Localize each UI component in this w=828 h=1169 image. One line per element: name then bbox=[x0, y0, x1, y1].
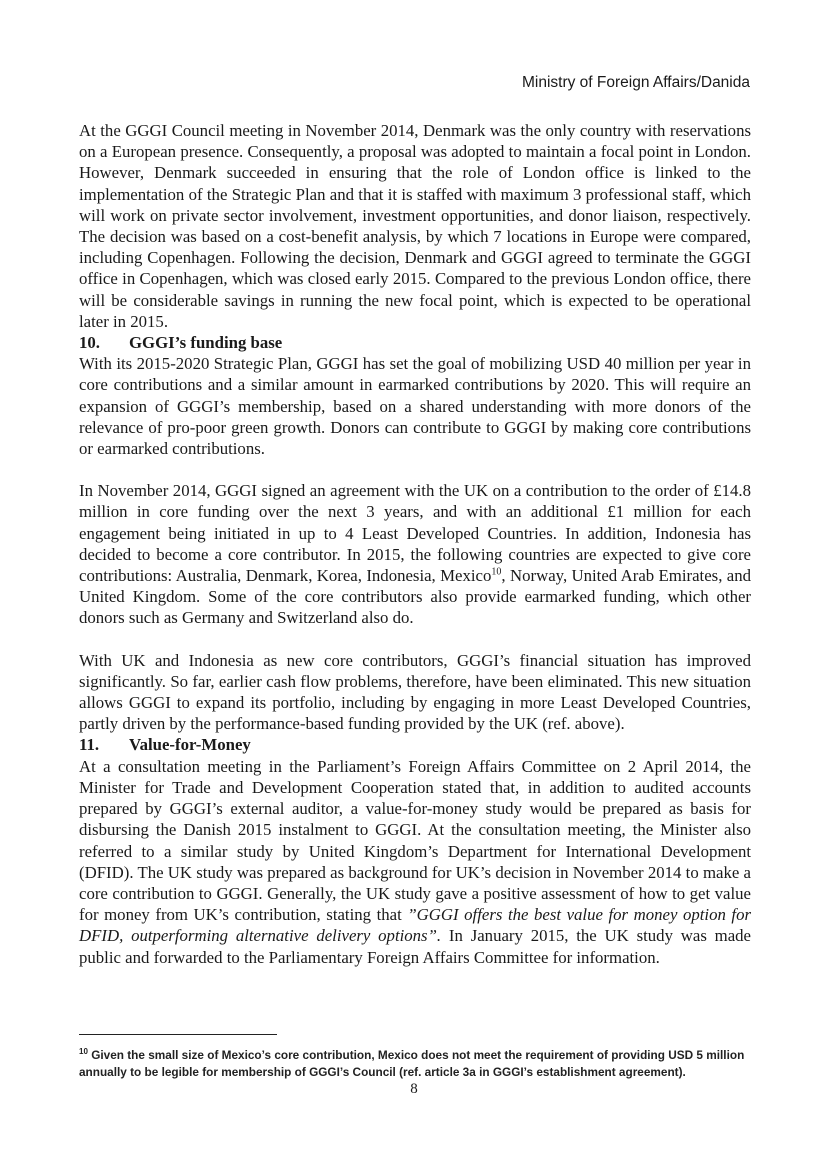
section-11-paragraph-1-text-b: In January 2015, the UK study was made public and forwarded to the Parliamentary Foreign Affairs Committee for information. bbox=[79, 926, 751, 967]
section-11-heading bbox=[79, 734, 751, 755]
page-number: 8 bbox=[410, 1081, 418, 1097]
section-10-number: 10. bbox=[79, 333, 100, 353]
footnote-text: Given the small size of Mexico’s core contribution, Mexico does not meet the requirement of providing USD 5 million annually to be legible for membership of GGGI’s Council (ref. article 3a in GGGI’s establishment agreement). bbox=[79, 1047, 745, 1079]
intro-paragraph: At the GGGI Council meeting in November 2014, Denmark was the only country with reservations on a European presence. Consequently, a proposal was adopted to maintain a focal point in London. However, Denmark succeeded in ensuring that the role of London office is linked to the implementation of the Strategic Plan and that it is staffed with maximum 3 professional staff, which will work on private sector involvement, investment opportunities, and donor liaison, respectively. The decision was based on a cost-benefit analysis, by which 7 locations in Europe were compared, including Copenhagen. Following the decision, Denmark and GGGI agreed to terminate the GGGI office in Copenhagen, which was closed early 2015. Compared to the previous London office, there will be considerable savings in running the new focal point, which is expected to be operational later in 2015. bbox=[79, 121, 751, 331]
footnote-reference[interactable]: 10 bbox=[491, 566, 502, 578]
footnote-divider bbox=[79, 1034, 277, 1035]
section-11-number: 11. bbox=[79, 735, 100, 755]
section-10-paragraph-1: With its 2015-2020 Strategic Plan, GGGI has set the goal of mobilizing USD 40 million per year in core contributions and a similar amount in earmarked contributions by 2020. This will require an expansion of GGGI’s membership, based on a shared understanding with more donors of the relevance of pro-poor green growth. Donors can contribute to GGGI by making core contributions or earmarked contributions. bbox=[79, 354, 751, 459]
running-header: Ministry of Foreign Affairs/Danida bbox=[521, 74, 750, 91]
section-11-paragraph-1 bbox=[79, 756, 751, 968]
section-10-paragraph-2-text-b: , Norway, United Arab Emirates, and United Kingdom. Some of the core contributors also provide earmarked funding, which other donors such as Germany and Switzerland also do. bbox=[79, 566, 751, 628]
section-10-paragraph-2 bbox=[79, 480, 751, 628]
footnote bbox=[79, 1043, 751, 1081]
section-10-heading bbox=[79, 332, 751, 353]
dfid-quote: ”GGGI offers the best value for money option for DFID, outperforming alternative delivery options”. bbox=[79, 905, 752, 946]
section-11-paragraph-1-text-a: At a consultation meeting in the Parliament’s Foreign Affairs Committee on 2 April 2014, the Minister for Trade and Development Cooperation stated that, in addition to audited accounts prepared by GGGI’s external auditor, a value-for-money study would be prepared as basis for disbursing the Danish 2015 instalment to GGGI. At the consultation meeting, the Minister also referred to a similar study by United Kingdom’s Department for International Development (DFID). The UK study was prepared as background for UK’s decision in November 2014 to make a core contribution to GGGI. Generally, the UK study gave a positive assessment of how to get value for money from UK’s contribution, stating that bbox=[79, 756, 751, 925]
section-10-paragraph-3: With UK and Indonesia as new core contributors, GGGI’s financial situation has improved significantly. So far, earlier cash flow problems, therefore, have been eliminated. This new situation allows GGGI to expand its portfolio, including by engaging in more Least Developed Countries, partly driven by the performance-based funding provided by the UK (ref. above). bbox=[79, 650, 751, 734]
section-11-title: Value-for-Money bbox=[129, 735, 251, 755]
section-10-title: GGGI’s funding base bbox=[129, 333, 283, 353]
section-10-paragraph-2-text-a: In November 2014, GGGI signed an agreement with the UK on a contribution to the order of £14.8 million in core funding over the next 3 years, and with an additional £1 million for each engagement being initiated in up to 4 Least Developed Countries. In addition, Indonesia has decided to become a core contributor. In 2015, the following countries are expected to give core contributions: Australia, Denmark, Korea, Indonesia, Mexico bbox=[79, 481, 751, 586]
footnote-marker: 10 bbox=[79, 1047, 88, 1056]
document-body bbox=[79, 120, 751, 968]
